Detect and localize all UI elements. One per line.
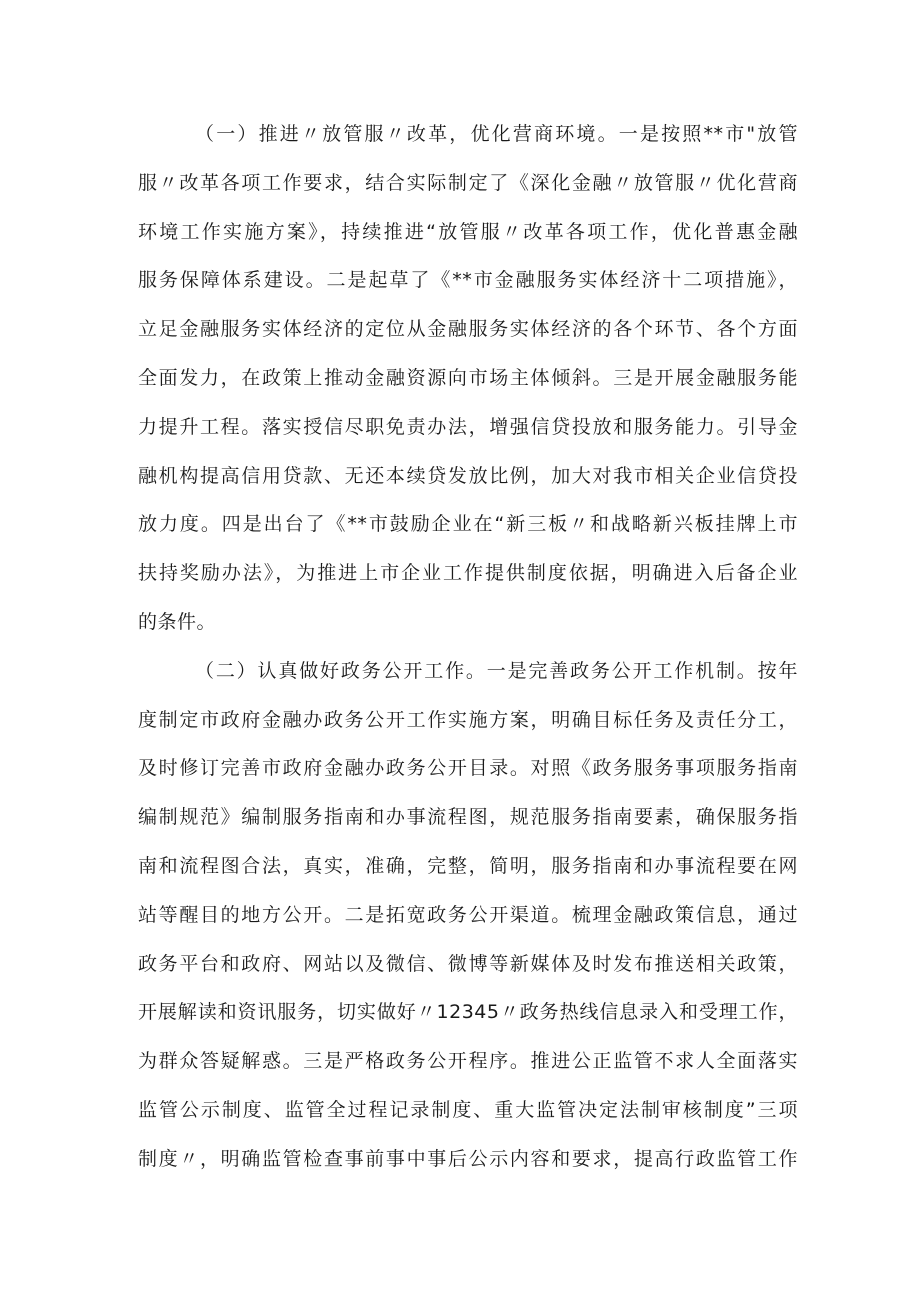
text-line: 编制规范》编制服务指南和办事流程图，规范服务指南要素，确保服务指 <box>138 806 798 829</box>
text-line: 全面发力，在政策上推动金融资源向市场主体倾斜。三是开展金融服务能 <box>138 366 798 389</box>
text-line: 服〃改革各项工作要求，结合实际制定了《深化金融〃放管服〃优化营商 <box>138 171 798 194</box>
text-line: 力提升工程。落实授信尽职免责办法，增强信贷投放和服务能力。引导金 <box>138 415 798 438</box>
document-body <box>138 110 798 1184</box>
text-line: 度制定市政府金融办政务公开工作实施方案，明确目标任务及责任分工， <box>138 708 798 731</box>
text-line: 服务保障体系建设。二是起草了《**市金融服务实体经济十二项措施》， <box>138 269 798 292</box>
text-line: 政务平台和政府、网站以及微信、微博等新媒体及时发布推送相关政策， <box>138 952 798 975</box>
text-line: 站等醒目的地方公开。二是拓宽政务公开渠道。梳理金融政策信息，通过 <box>138 903 798 926</box>
text-line: 制度〃，明确监管检查事前事中事后公示内容和要求，提高行政监管工作 <box>138 1147 798 1170</box>
text-line: （一）推进〃放管服〃改革，优化营商环境。一是按照**市"放管 <box>195 123 798 145</box>
text-line: 扶持奖励办法》，为推进上市企业工作提供制度依据，明确进入后备企业 <box>138 562 798 585</box>
text-line: 南和流程图合法，真实，准确，完整，简明，服务指南和办事流程要在网 <box>138 854 798 877</box>
paragraph-1 <box>138 110 798 647</box>
text-line: 融机构提高信用贷款、无还本续贷发放比例，加大对我市相关企业信贷投 <box>138 464 798 487</box>
text-line: 开展解读和资讯服务，切实做好〃12345〃政务热线信息录入和受理工作， <box>138 1001 798 1024</box>
text-line: 环境工作实施方案》，持续推进“放管服〃改革各项工作，优化普惠金融 <box>138 220 798 243</box>
text-line: 立足金融服务实体经济的定位从金融服务实体经济的各个环节、各个方面 <box>138 318 798 341</box>
text-line: 的条件。 <box>138 610 217 633</box>
text-line: 放力度。四是出台了《**市鼓励企业在“新三板〃和战略新兴板挂牌上市 <box>138 513 798 536</box>
text-line: 为群众答疑解惑。三是严格政务公开程序。推进公正监管不求人全面落实 <box>138 1050 798 1073</box>
text-line: 监管公示制度、监管全过程记录制度、重大监管决定法制审核制度”三项 <box>138 1098 798 1121</box>
text-line: （二）认真做好政务公开工作。一是完善政务公开工作机制。按年 <box>195 659 798 682</box>
paragraph-2 <box>138 647 798 1184</box>
text-line: 及时修订完善市政府金融办政务公开目录。对照《政务服务事项服务指南 <box>138 757 798 780</box>
